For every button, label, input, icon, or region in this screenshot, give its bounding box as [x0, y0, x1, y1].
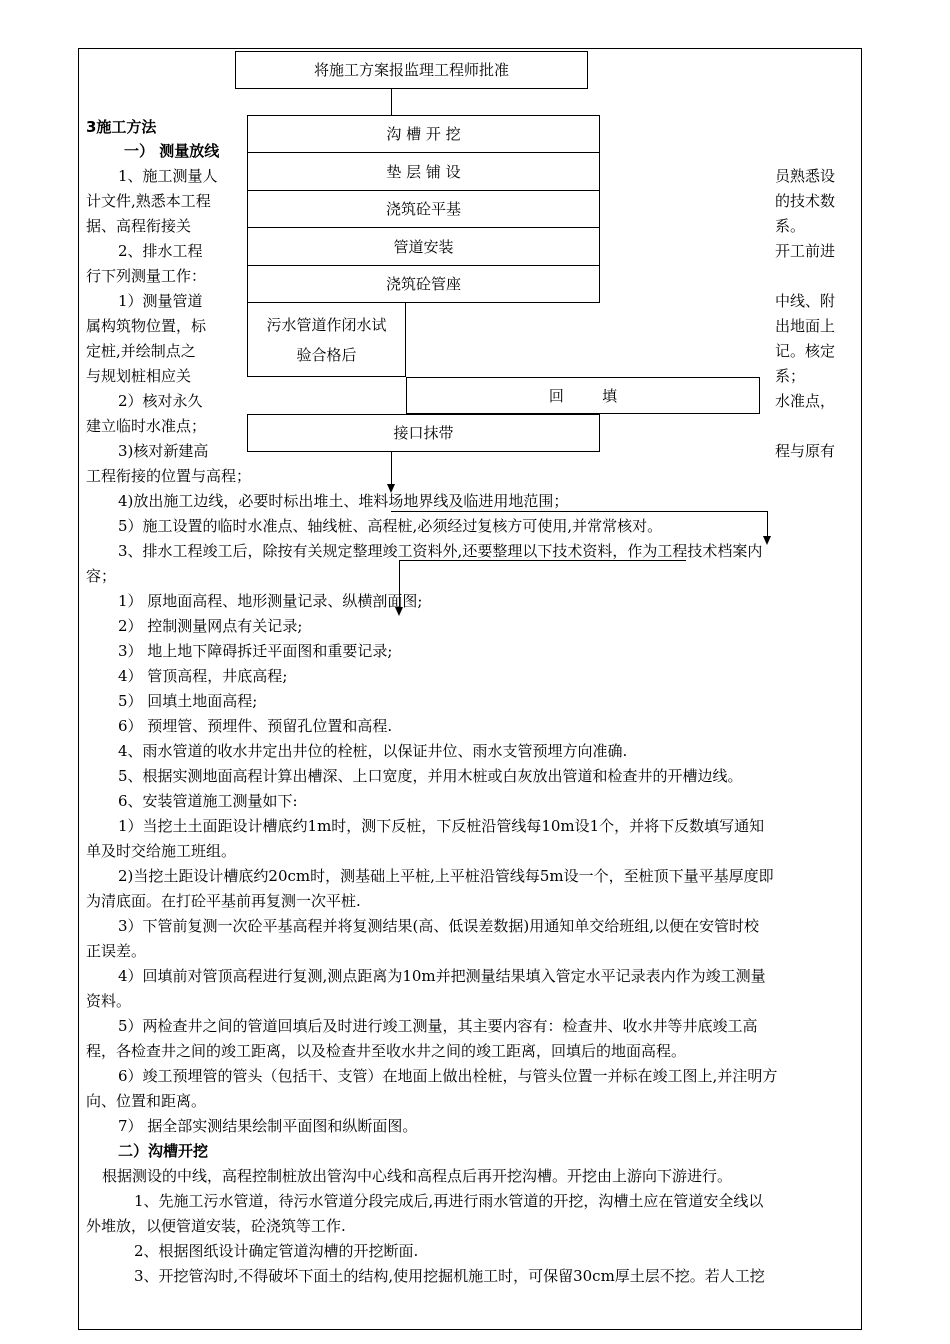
subsection-heading-survey: 一） 测量放线	[124, 142, 220, 160]
right-line: 记。核定	[775, 342, 836, 360]
right-line: 系。	[775, 217, 806, 235]
joint-box: 接口抹带	[247, 414, 600, 452]
body-line: 正误差。	[86, 942, 147, 960]
body-line: 单及时交给施工班组。	[86, 842, 237, 860]
body-line: 3、排水工程竣工后，除按有关规定整理竣工资料外,还要整理以下技术资料，作为工程技术档案内	[118, 542, 763, 560]
step-trench-excavation: 沟 槽 开 挖	[247, 115, 600, 153]
body-line: 7） 据全部实测结果绘制平面图和纵断面图。	[118, 1117, 418, 1135]
body-line: 2)当挖土距设计槽底约20cm时，测基础上平桩,上平桩沿管线每5m设一个，至桩顶下量平基厚度即	[118, 867, 774, 885]
body-line: 6）竣工预埋管的管头（包括干、支管）在地面上做出栓桩，与管头位置一并标在竣工图上,并注明方	[118, 1067, 778, 1085]
section-heading: 3施工方法	[86, 118, 157, 136]
body-line: 容；	[86, 567, 117, 585]
left-line: 属构筑物位置，标	[86, 317, 207, 335]
trench-line: 外堆放，以便管道安装，砼浇筑等工作.	[86, 1217, 346, 1235]
left-line: 2）核对永久	[118, 392, 203, 410]
trench-line: 3、开挖管沟时,不得破坏下面土的结构,使用挖掘机施工时，可保留30cm厚土层不挖。若人工挖	[134, 1267, 765, 1285]
step-pipe-install: 管道安装	[247, 227, 600, 266]
right-line: 出地面上	[775, 317, 836, 335]
left-line: 行下列测量工作：	[86, 267, 207, 285]
body-line: 5）两检查井之间的管道回填后及时进行竣工测量，其主要内容有：检查井、收水井等井底竣工高	[118, 1017, 758, 1035]
backfill-box	[406, 377, 760, 414]
body-line: 6） 预埋管、预埋件、预留孔位置和高程.	[118, 717, 393, 735]
body-line: 3）下管前复测一次砼平基高程并将复测结果(高、低误差数据)用通知单交给班组,以便在安管时校	[118, 917, 760, 935]
right-line: 中线、附	[775, 292, 836, 310]
right-line: 水准点，	[775, 392, 836, 410]
left-line: 1、施工测量人	[118, 167, 218, 185]
left-line: 与规划桩相应关	[86, 367, 192, 385]
body-line: 4)放出施工边线，必要时标出堆土、堆料场地界线及临进用地范围；	[118, 492, 569, 510]
body-line: 向、位置和距离。	[86, 1092, 207, 1110]
body-line: 程，各检查井之间的竣工距离，以及检查井至收水井之间的竣工距离，回填后的地面高程。	[86, 1042, 687, 1060]
right-line: 系；	[775, 367, 806, 385]
approval-box: 将施工方案报监理工程师批准	[235, 51, 588, 89]
step-cushion-laying: 垫 层 铺 设	[247, 152, 600, 191]
body-line: 4、雨水管道的收水井定出井位的栓桩，以保证井位、雨水支管预埋方向准确.	[118, 742, 628, 760]
backfill-label: 回 填	[548, 386, 618, 405]
closed-water-test-box	[247, 302, 406, 377]
body-line: 1）当挖土土面距设计槽底约1m时，测下反桩，下反桩沿管线每10m设1个，并将下反数填写通知	[118, 817, 765, 835]
body-line: 4）回填前对管顶高程进行复测,测点距离为10m并把测量结果填入管定水平记录表内作为竣工测量	[118, 967, 766, 985]
trench-line: 2、根据图纸设计确定管道沟槽的开挖断面.	[134, 1242, 419, 1260]
right-line: 员熟悉设	[775, 167, 836, 185]
body-line: 为清底面。在打砼平基前再复测一次平桩.	[86, 892, 361, 910]
trench-line: 1、先施工污水管道，待污水管道分段完成后,再进行雨水管道的开挖，沟槽土应在管道安全线以	[134, 1192, 764, 1210]
body-line: 5）施工设置的临时水准点、轴线桩、高程桩,必须经过复核方可使用,并常常核对。	[118, 517, 663, 535]
left-line: 1）测量管道	[118, 292, 203, 310]
step-concrete-base: 浇筑砼平基	[247, 190, 600, 228]
body-line: 工程衔接的位置与高程；	[86, 467, 252, 485]
body-line: 资料。	[86, 992, 132, 1010]
closed-water-test-line1: 污水管道作闭水试	[266, 315, 387, 334]
left-line: 建立临时水准点；	[86, 417, 207, 435]
closed-water-test-line2: 验合格后	[296, 345, 357, 364]
body-line: 5、根据实测地面高程计算出槽深、上口宽度，并用木桩或白灰放出管道和检查井的开槽边线。	[118, 767, 743, 785]
left-line: 计文件,熟悉本工程	[86, 192, 211, 210]
connector-line	[391, 89, 392, 115]
body-line: 2） 控制测量网点有关记录;	[118, 617, 303, 635]
subsection-heading-trench: 二）沟槽开挖	[118, 1142, 209, 1160]
right-line: 的技术数	[775, 192, 836, 210]
arrow-line	[767, 511, 768, 537]
body-line: 5） 回填土地面高程;	[118, 692, 258, 710]
right-line: 开工前进	[775, 242, 836, 260]
right-line: 程与原有	[775, 442, 836, 460]
arrow-line	[391, 452, 392, 485]
left-line: 据、高程衔接关	[86, 217, 192, 235]
left-line: 2、排水工程	[118, 242, 203, 260]
body-line: 4） 管顶高程，井底高程;	[118, 667, 288, 685]
body-line: 6、安装管道施工测量如下:	[118, 792, 298, 810]
step-pipe-seat: 浇筑砼管座	[247, 265, 600, 303]
body-line: 1） 原地面高程、地形测量记录、纵横剖面图;	[118, 592, 423, 610]
body-line: 3） 地上地下障碍拆迁平面图和重要记录;	[118, 642, 393, 660]
left-line: 定桩,并绘制点之	[86, 342, 196, 360]
left-line: 3)核对新建高	[118, 442, 209, 460]
trench-line: 根据测设的中线，高程控制桩放出管沟中心线和高程点后再开挖沟槽。开挖由上游向下游进行。	[102, 1167, 733, 1185]
arrow-head	[763, 536, 771, 545]
